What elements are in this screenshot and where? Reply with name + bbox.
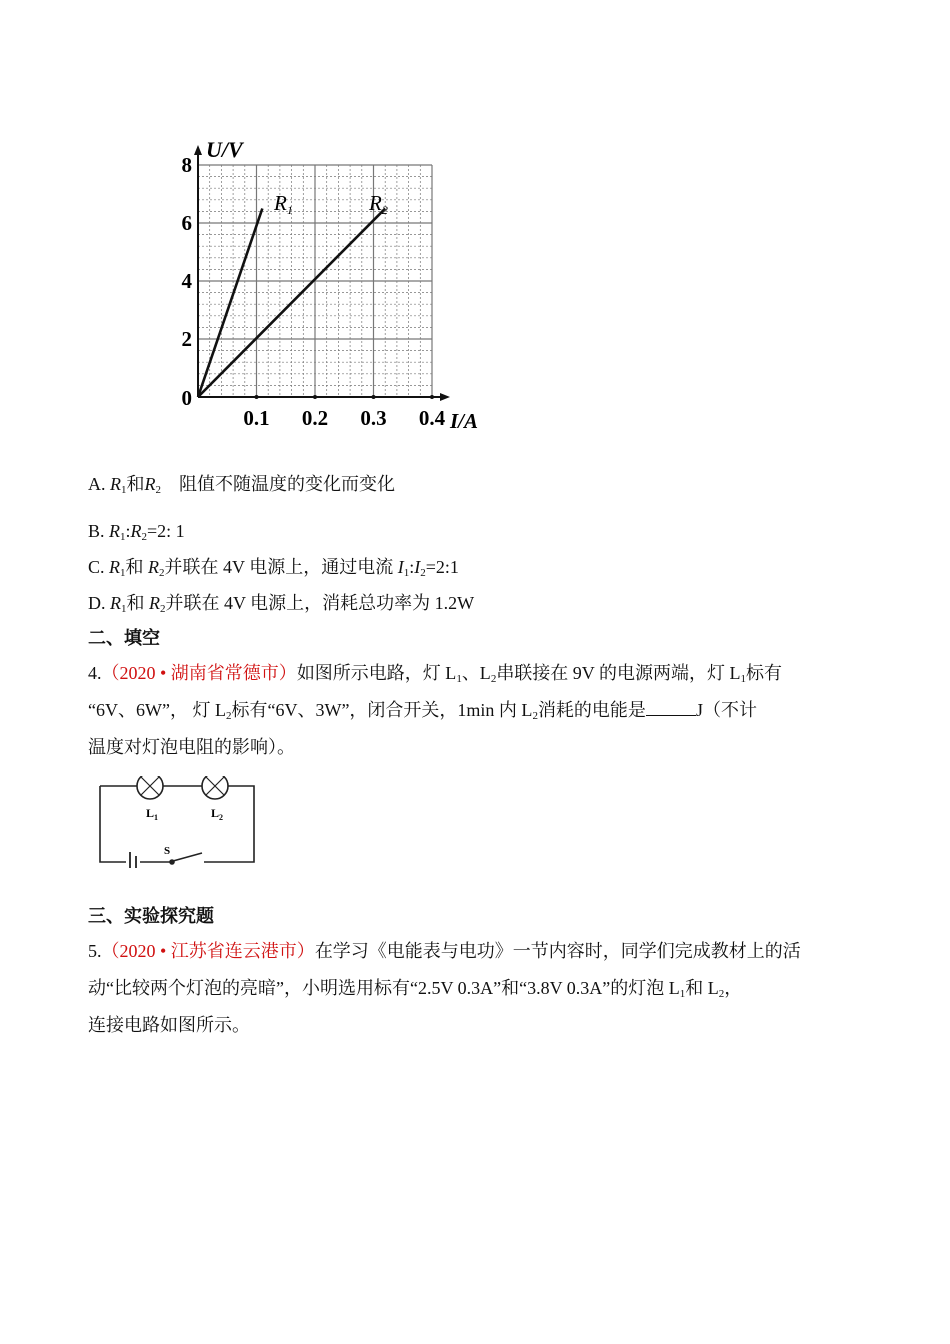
answer-blank[interactable] — [646, 699, 696, 716]
u-i-chart — [170, 135, 500, 435]
option-d: D. $R_1$和 $R_2$并联在 4V 电源上，消耗总功率为 1.2W — [88, 593, 475, 615]
lamp-l1-label: $L_1$ — [146, 806, 159, 822]
battery-icon — [130, 852, 136, 868]
q4-source: （2020 • 湖南省常德市） — [101, 663, 297, 683]
lamp-l1-icon — [137, 776, 163, 799]
series-line-r1 — [198, 209, 262, 398]
x-tick-mark — [430, 395, 434, 399]
option-c: C. $R_1$和 $R_2$并联在 4V 电源上，通过电流 $I_1:I_2=2:1$ — [88, 557, 459, 579]
lamp-l2-label: $L_2$ — [211, 806, 224, 822]
q4-line-3: 温度对灯泡电阻的影响）。 — [88, 737, 295, 757]
option-b: B. $R_1:R_2=2$: 1 — [88, 521, 185, 543]
y-tick-label: 2 — [181, 327, 192, 351]
y-tick-label: 8 — [181, 153, 192, 177]
q4-line-1: 4.（2020 • 湖南省常德市）如图所示电路，灯 $L_1$、$L_2$串联接在 9V 的电源两端，灯 $L_1$标有 — [88, 663, 782, 685]
q5-line-3: 连接电路如图所示。 — [88, 1015, 250, 1035]
x-tick-label: 0.3 — [360, 406, 387, 430]
y-tick-label: 6 — [181, 211, 192, 235]
y-tick-label: 4 — [181, 269, 192, 293]
y-axis-arrow-icon — [194, 145, 202, 155]
circuit-diagram — [96, 776, 260, 868]
lamp-l2-icon — [202, 776, 228, 799]
switch-icon — [173, 853, 202, 861]
series-line-r2 — [198, 209, 385, 398]
series-label-r2: R2 — [369, 191, 388, 217]
x-axis-label: I/A — [450, 409, 479, 433]
x-tick-label: 0.1 — [243, 406, 270, 430]
x-tick-mark — [313, 395, 317, 399]
q5-line-1: 5.（2020 • 江苏省连云港市）在学习《电能表与电功》一节内容时，同学们完成教材上的活 — [88, 941, 801, 961]
y-tick-label: 0 — [181, 386, 192, 410]
x-axis-arrow-icon — [440, 393, 450, 401]
x-tick-label: 0.4 — [418, 406, 446, 430]
section-title-experiment: 三、实验探究题 — [88, 906, 214, 926]
circuit-wire — [100, 786, 254, 862]
q5-source: （2020 • 江苏省连云港市） — [101, 941, 315, 961]
chart-series — [198, 209, 385, 398]
x-tick-label: 0.2 — [301, 406, 329, 430]
q4-line-2: “6V、6W”， 灯 $L_2$标有“6V、3W”，闭合开关，1min 内 $L_2$消耗的电能是 J（不计 — [88, 700, 757, 722]
option-a: A. $R_1$和$R_2$ 阻值不随温度的变化而变化 — [88, 474, 395, 496]
section-title-fill-blank: 二、填空 — [88, 628, 160, 648]
switch-label: S — [164, 845, 171, 857]
x-tick-mark — [255, 395, 259, 399]
series-label-r1: R1 — [274, 191, 293, 217]
y-axis-label: U/V — [206, 137, 243, 162]
q5-line-2: 动“比较两个灯泡的亮暗”，小明选用标有“2.5V 0.3A”和“3.8V 0.3A”的灯泡 $L_1$和 $L_2$， — [88, 978, 743, 1000]
x-tick-mark — [372, 395, 376, 399]
